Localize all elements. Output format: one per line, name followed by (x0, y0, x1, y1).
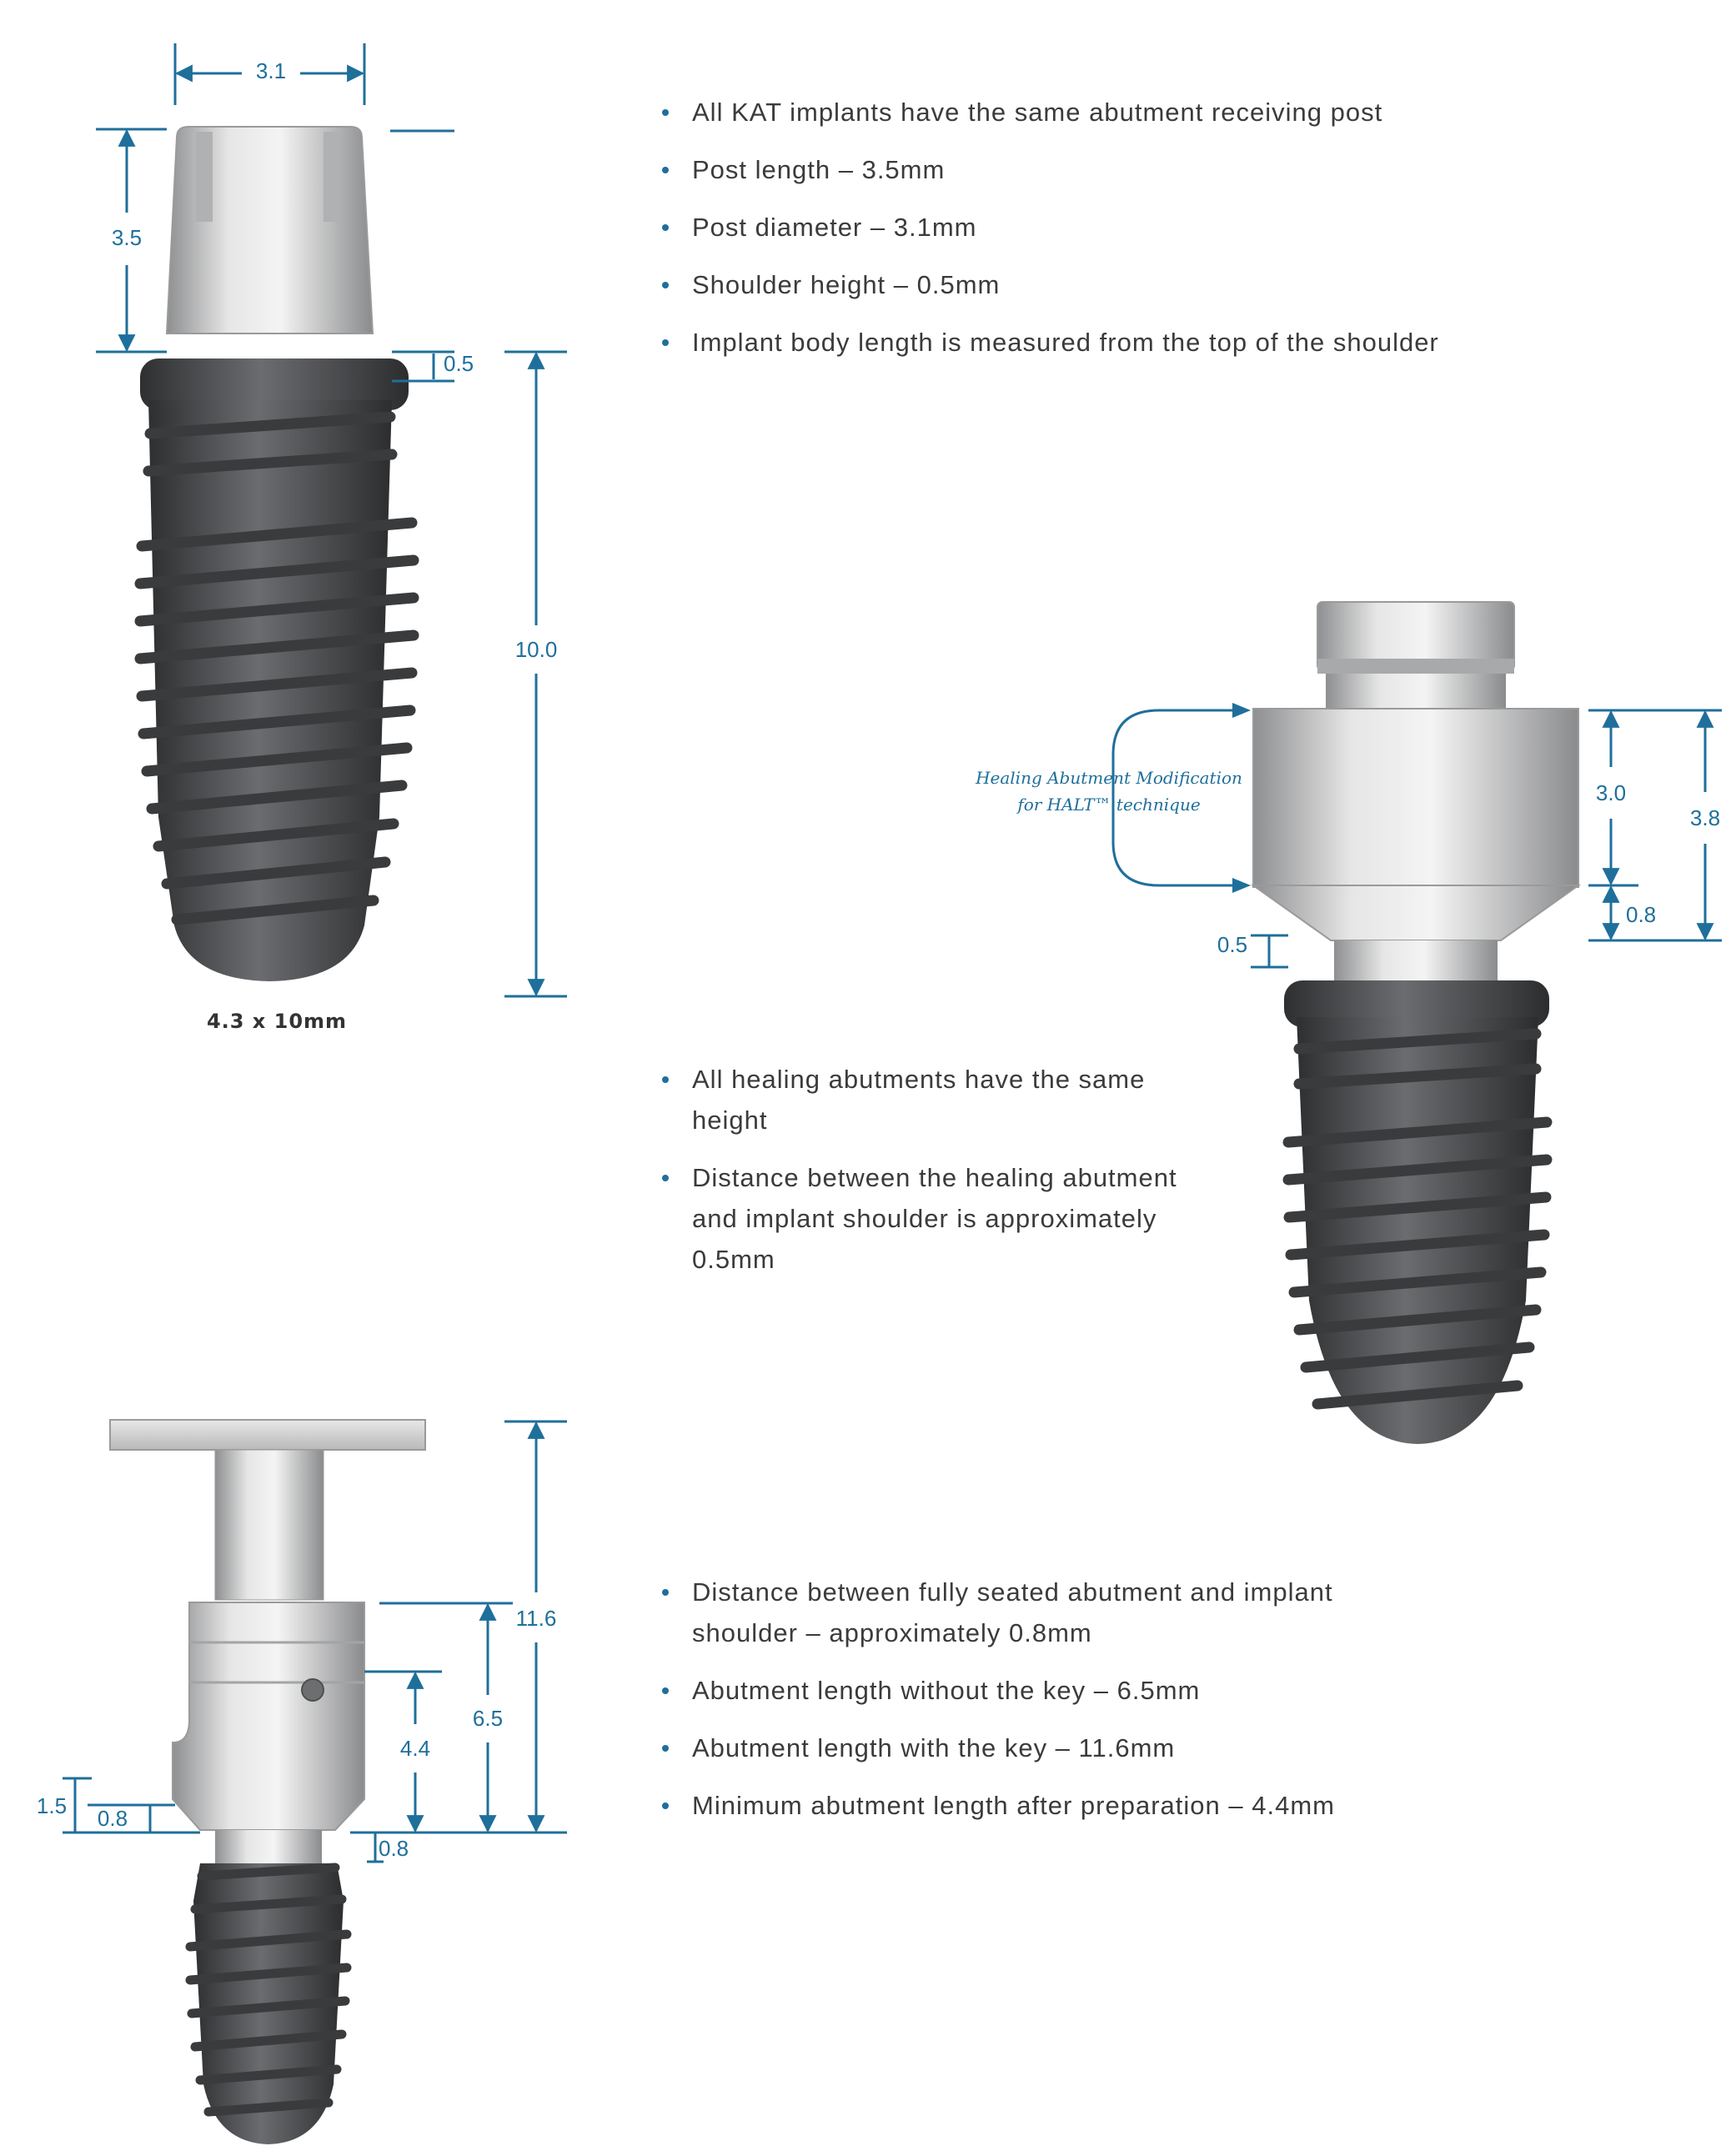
length-without-key-label: 6.5 (472, 1706, 504, 1731)
seat-gap-label: 0.8 (379, 1836, 409, 1861)
bullet-icon (662, 1803, 669, 1809)
list-item: Abutment length with the key – 11.6mm (659, 1727, 1426, 1768)
list-item: Post length – 3.5mm (659, 149, 1493, 190)
abutment-hole (302, 1679, 324, 1701)
healing-cap-groove (1317, 659, 1514, 674)
healing-abutment-figure (975, 602, 1722, 1444)
bullet-icon (662, 339, 669, 346)
list-item: Implant body length is measured from the top of the shoulder (659, 322, 1493, 363)
abutment-collar (215, 1830, 322, 1865)
left-outer-label: 1.5 (36, 1793, 68, 1818)
bullet-icon (662, 1076, 669, 1083)
left-inner-label: 0.8 (97, 1806, 128, 1831)
body-length-label: 10.0 (514, 637, 558, 662)
healing-abutment-body (1253, 709, 1578, 887)
abutment-height-label: 3.0 (1595, 780, 1627, 805)
list-item: Shoulder height – 0.5mm (659, 264, 1493, 305)
callout-arrow (1232, 878, 1251, 893)
abutment-key-shaft (215, 1450, 324, 1600)
healing-cap-neck (1326, 674, 1506, 712)
abutment-key-plate (110, 1420, 425, 1450)
healing-abutment-gap (1334, 940, 1498, 980)
halt-note-line2: for HALT™ technique (1017, 795, 1201, 815)
taper-height-label: 0.8 (1626, 902, 1657, 927)
min-prep-length-label: 4.4 (399, 1736, 431, 1761)
shoulder-height-label: 0.5 (444, 351, 474, 376)
post-slot (324, 132, 340, 222)
bullet-icon (662, 224, 669, 231)
healing-gap-label: 0.5 (1217, 932, 1248, 957)
bullet-icon (662, 109, 669, 116)
list-item: All KAT implants have the same abutment receiving post (659, 92, 1493, 133)
healing-notes-list (659, 1059, 1192, 1296)
bullet-icon (662, 282, 669, 288)
list-item: Abutment length without the key – 6.5mm (659, 1670, 1426, 1711)
abutment-body (173, 1602, 364, 1830)
post-length-label: 3.5 (111, 225, 143, 250)
bullet-icon (662, 1687, 669, 1694)
halt-note-line1: Healing Abutment Modification (976, 768, 1242, 788)
bullet-icon (662, 1745, 669, 1752)
list-item: Post diameter – 3.1mm (659, 207, 1493, 248)
bullet-icon (662, 1589, 669, 1596)
callout-arrow (1232, 703, 1251, 718)
abutment-figure (37, 1420, 567, 2144)
bullet-icon (662, 167, 669, 173)
list-item: All healing abutments have the same height (659, 1059, 1192, 1141)
length-with-key-label: 11.6 (515, 1606, 557, 1631)
implant-size-caption: 4.3 x 10mm (206, 1010, 348, 1033)
implant-figure (96, 43, 567, 1033)
post-diameter-label: 3.1 (255, 58, 287, 83)
healing-abutment-taper (1253, 885, 1578, 940)
bullet-icon (662, 1175, 669, 1181)
total-height-label: 3.8 (1689, 805, 1721, 830)
list-item: Distance between fully seated abutment and implant shoulder – approximately 0.8mm (659, 1572, 1426, 1653)
list-item: Minimum abutment length after preparation – 4.4mm (659, 1785, 1426, 1826)
post-slot (196, 132, 213, 222)
list-item: Distance between the healing abutment and implant shoulder is approximately 0.5mm (659, 1157, 1192, 1280)
abutment-notes-list (659, 1572, 1426, 1843)
implant-notes-list (659, 92, 1493, 379)
